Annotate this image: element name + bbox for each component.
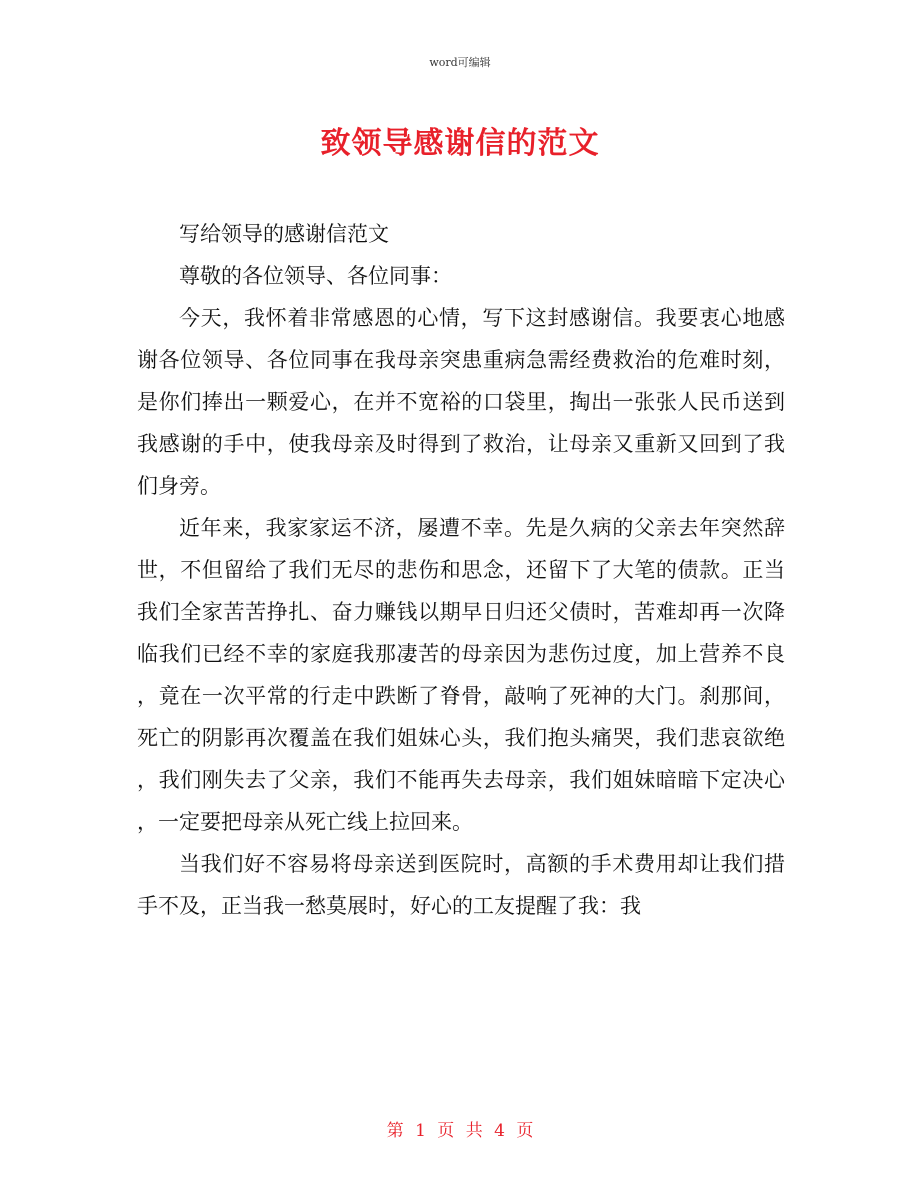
paragraph-2: 近年来，我家家运不济，屡遭不幸。先是久病的父亲去年突然辞世，不但留给了我们无尽的悲伤和思念，还留下了大笔的债款。正当我们全家苦苦挣扎、奋力赚钱以期早日归还父债时，苦难却再一次降临我们已经不幸的家庭我那凄苦的母亲因为悲伤过度，加上营养不良，竟在一次平常的行走中跌断了脊骨，敲响了死神的大门。刹那间，死亡的阴影再次覆盖在我们姐妹心头，我们抱头痛哭，我们悲哀欲绝，我们刚失去了父亲，我们不能再失去母亲，我们姐妹暗暗下定决心，一定要把母亲从死亡线上拉回来。 [137,516,785,834]
paragraph-subtitle: 写给领导的感谢信范文 [179,222,389,246]
document-title: 致领导感谢信的范文 [320,126,600,161]
header-note: word可编辑 [429,56,491,69]
document-body [137,213,785,927]
paragraph-salutation: 尊敬的各位领导、各位同事： [179,264,452,288]
page-number-footer: 第 1 页 共 4 页 [386,1121,534,1141]
paragraph-3: 当我们好不容易将母亲送到医院时，高额的手术费用却让我们措手不及，正当我一愁莫展时，好心的工友提醒了我：我 [137,852,785,918]
paragraph-1: 今天，我怀着非常感恩的心情，写下这封感谢信。我要衷心地感谢各位领导、各位同事在我母亲突患重病急需经费救治的危难时刻，是你们捧出一颗爱心，在并不宽裕的口袋里，掏出一张张人民币送到我感谢的手中，使我母亲及时得到了救治，让母亲又重新又回到了我们身旁。 [137,306,785,498]
